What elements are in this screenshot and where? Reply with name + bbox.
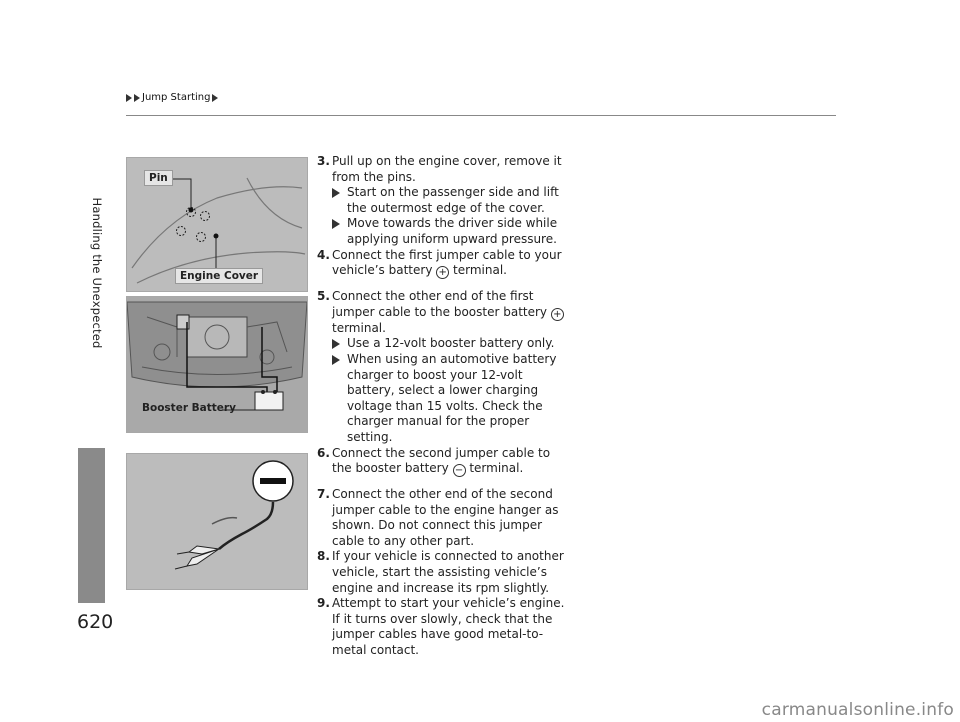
- breadcrumb-item: Jump Starting: [142, 92, 211, 103]
- breadcrumb-arrow-icon: [126, 94, 132, 102]
- negative-terminal-icon: −: [453, 464, 466, 477]
- step-3: 3. Pull up on the engine cover, remove it from the pins.: [317, 154, 562, 184]
- step-7: 7. Connect the other end of the second jumper cable to the engine hanger as shown. Do not connect this jumper cable to any other part.: [317, 487, 559, 548]
- step-3-sub-1: Start on the passenger side and lift the outermost edge of the cover.: [317, 185, 565, 216]
- arrow-icon: [332, 355, 340, 365]
- step-5-sub-1: Use a 12-volt booster battery only.: [317, 336, 565, 352]
- engine-cover-label: Engine Cover: [175, 268, 263, 284]
- arrow-icon: [332, 219, 340, 229]
- negative-clamp-figure: [126, 453, 308, 590]
- step-9: 9. Attempt to start your vehicle’s engine. If it turns over slowly, check that the jumper cables have good metal-to-metal contact.: [317, 596, 565, 658]
- side-tab: [78, 116, 104, 446]
- side-tab-marker: [78, 448, 105, 603]
- step-3-sub-2: Move towards the driver side while applying uniform upward pressure.: [317, 216, 565, 247]
- step-8: 8. If your vehicle is connected to another vehicle, start the assisting vehicle’s engine and increase its rpm slightly.: [317, 549, 564, 595]
- side-tab-label: Handling the Unexpected: [90, 197, 104, 349]
- arrow-icon: [332, 188, 340, 198]
- positive-terminal-icon: +: [551, 308, 564, 321]
- breadcrumb-arrow-icon: [134, 94, 140, 102]
- step-5-sub-2: When using an automotive battery charger to boost your 12-volt battery, select a lower charging voltage than 15 volts. Check the charger manual for the proper setting.: [317, 352, 565, 446]
- booster-battery-label: Booster Battery: [142, 402, 236, 414]
- positive-terminal-icon: +: [436, 266, 449, 279]
- step-6: 6. Connect the second jumper cable to the booster battery − terminal.: [317, 445, 551, 477]
- step-5: 5. Connect the other end of the first jumper cable to the booster battery + terminal.: [317, 289, 565, 336]
- steps-list: [317, 154, 565, 659]
- watermark: carmanualsonline.info: [761, 700, 954, 720]
- breadcrumb-arrow-icon: [212, 94, 218, 102]
- jumper-clamp-illustration: [127, 454, 307, 589]
- header-rule: [126, 115, 836, 116]
- breadcrumb: [126, 92, 218, 103]
- page-number: 620: [77, 611, 114, 633]
- pin-label: Pin: [144, 170, 173, 186]
- arrow-icon: [332, 339, 340, 349]
- step-4: 4. Connect the first jumper cable to your vehicle’s battery + terminal.: [317, 247, 562, 279]
